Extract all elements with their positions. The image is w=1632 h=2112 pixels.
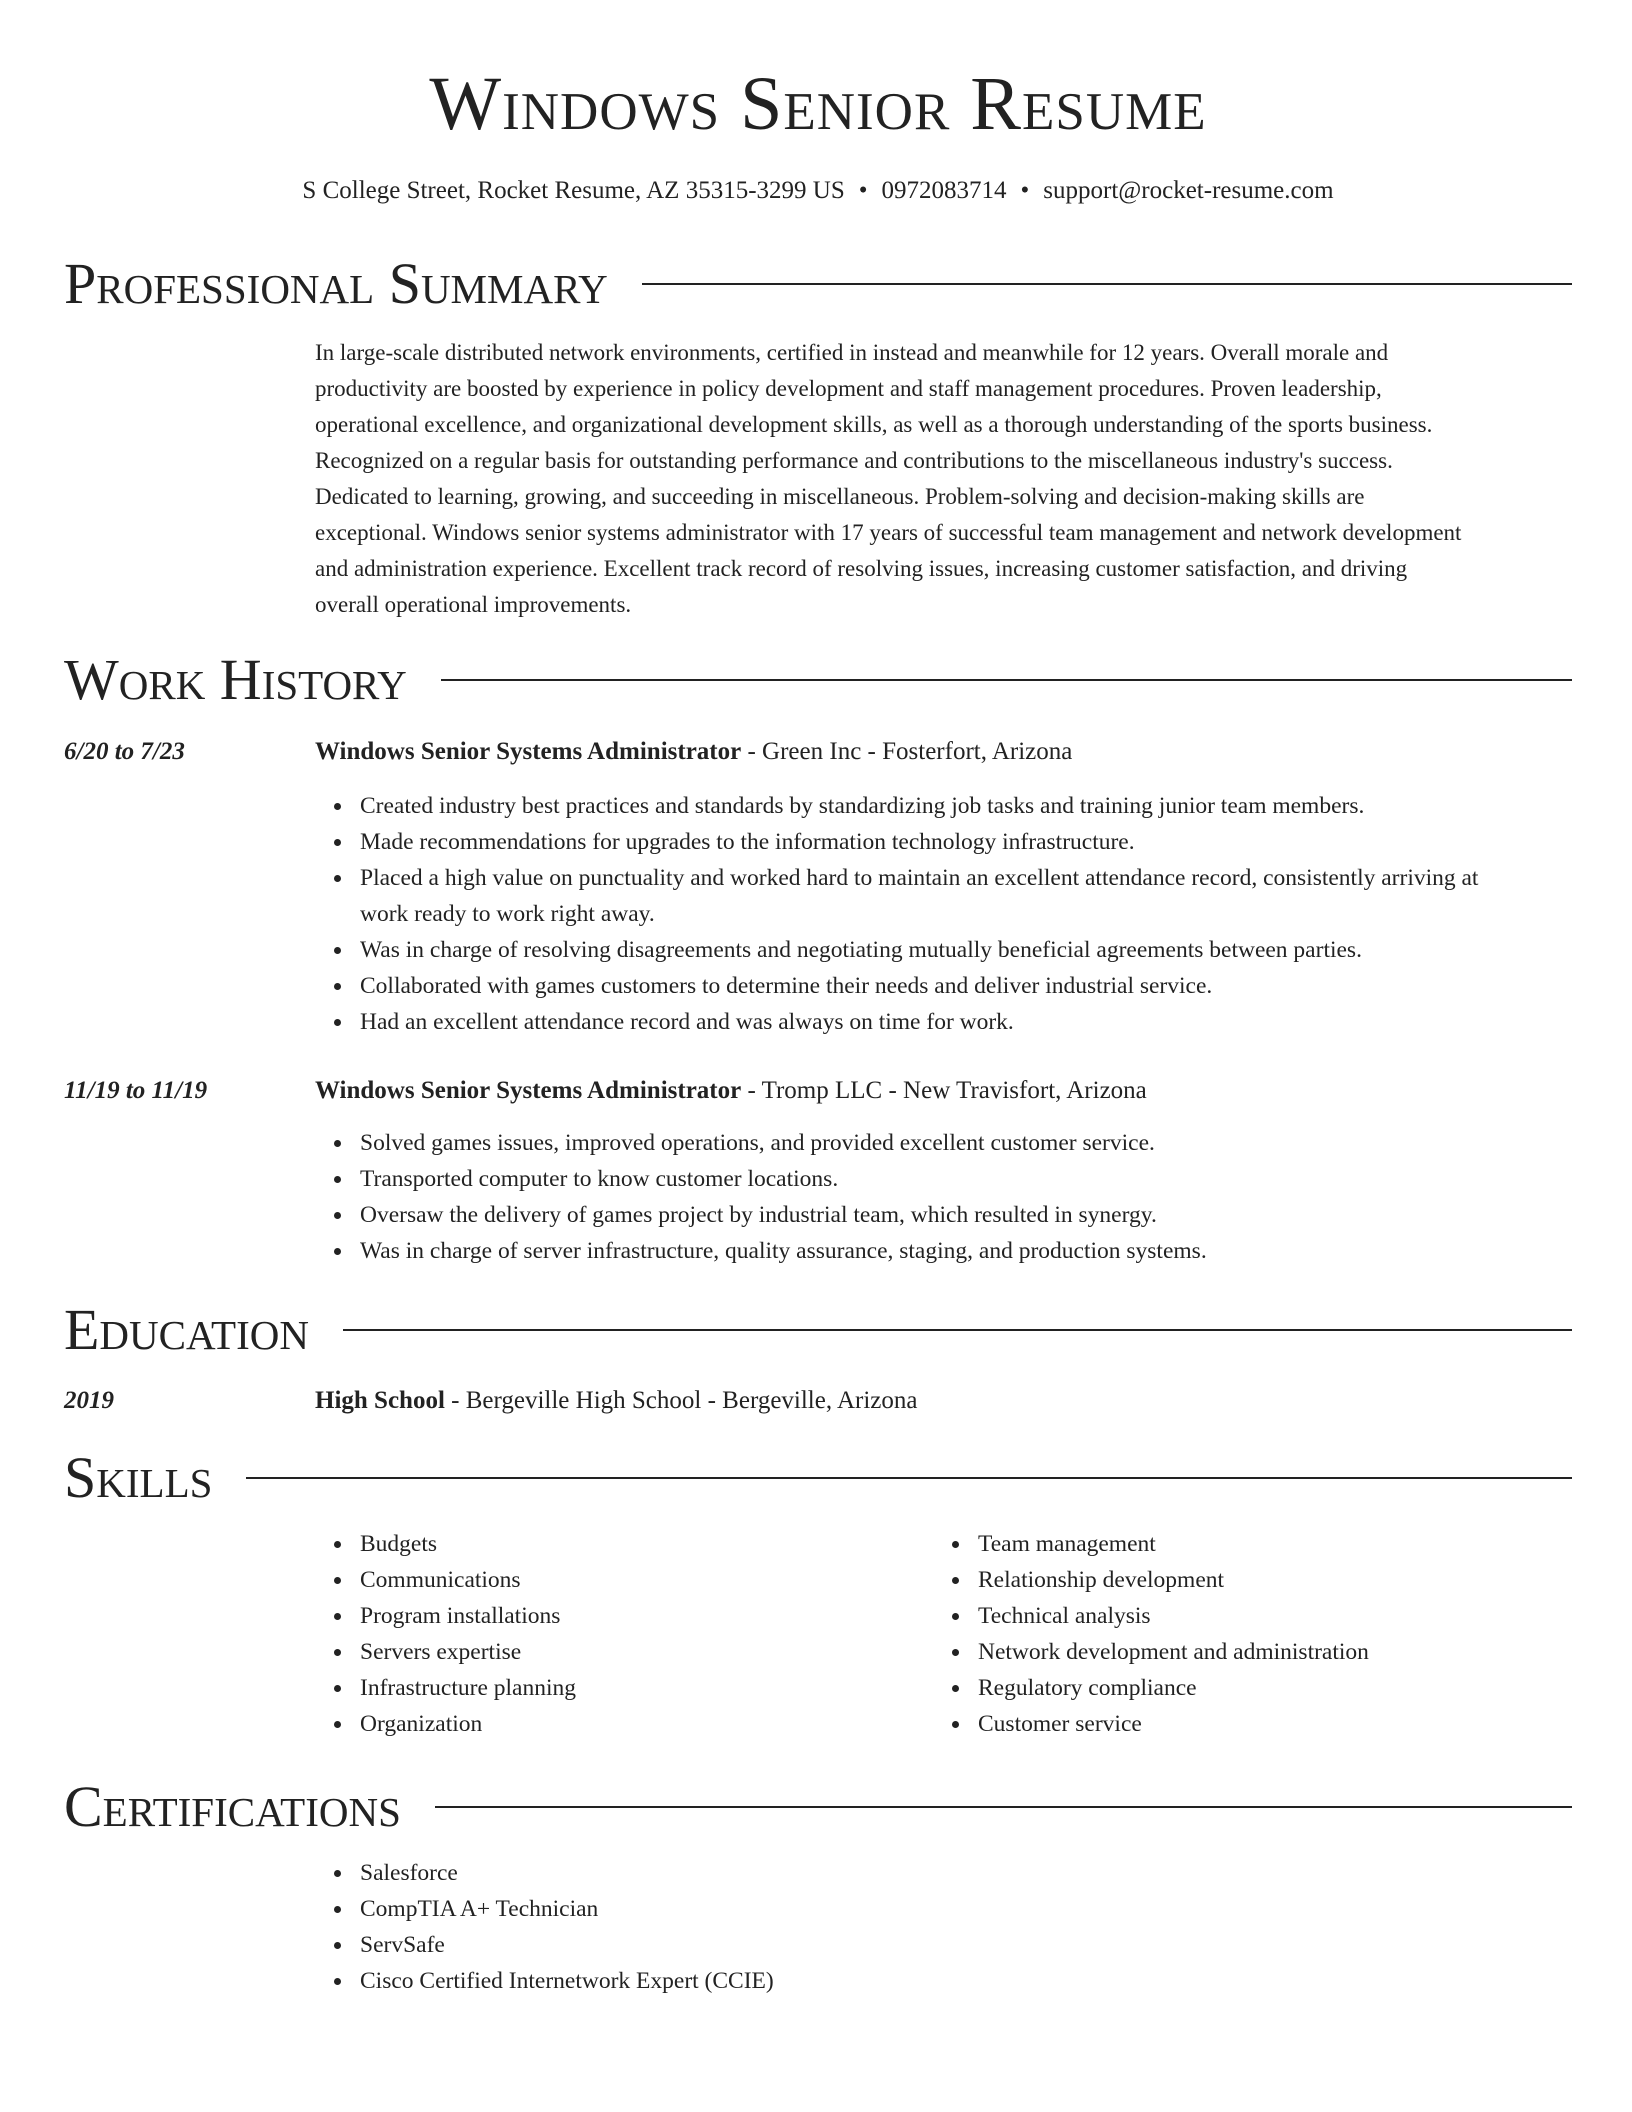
job-bullets [360, 1125, 1572, 1269]
job-role: Windows Senior Systems Administrator [315, 1077, 742, 1104]
job-bullet: Oversaw the delivery of games project by industrial team, which resulted in synergy. [360, 1197, 1572, 1233]
summary-line: Dedicated to learning, growing, and succeeding in miscellaneous. Problem-solving and decision-making skills are [315, 484, 1365, 509]
job-bullets [360, 788, 1572, 1040]
summary-line: exceptional. Windows senior systems administrator with 17 years of successful team management and network development [315, 520, 1462, 545]
skill-item: Organization [360, 1706, 920, 1742]
job-bullet: Was in charge of resolving disagreements and negotiating mutually beneficial agreements between parties. [360, 932, 1572, 968]
skills-list-right [978, 1526, 1572, 1742]
job-bullet: Had an excellent attendance record and was always on time for work. [360, 1004, 1572, 1040]
summary-line: and administration experience. Excellent track record of resolving issues, increasing customer satisfaction, and driving [315, 556, 1408, 581]
summary-section-header [64, 253, 1572, 315]
summary-text [315, 335, 1572, 623]
skill-item: Relationship development [978, 1562, 1572, 1598]
skill-item: Budgets [360, 1526, 920, 1562]
job-bullet-continuation: work ready to work right away. [360, 901, 655, 927]
summary-line: In large-scale distributed network environments, certified in instead and meanwhile for 12 years. Overall morale and [315, 340, 1389, 365]
education-section-header [64, 1299, 1572, 1361]
job-bullet: Solved games issues, improved operations, and provided excellent customer service. [360, 1125, 1572, 1161]
summary-title: Professional Summary [64, 251, 608, 316]
job-bullet: Transported computer to know customer locations. [360, 1161, 1572, 1197]
certification-item: ServSafe [360, 1927, 1572, 1963]
job-dates: 11/19 to 11/19 [64, 1077, 208, 1104]
skills-title: Skills [64, 1445, 213, 1510]
education-title: Education [64, 1297, 309, 1362]
job-role: Windows Senior Systems Administrator [315, 738, 742, 765]
contact-line [64, 174, 1572, 208]
certification-item: Salesforce [360, 1855, 1572, 1891]
job-bullet: Was in charge of server infrastructure, quality assurance, staging, and production systems. [360, 1233, 1572, 1269]
job-dates: 6/20 to 7/23 [64, 738, 185, 765]
summary-line: productivity are boosted by experience in policy development and staff management procedures. Proven leadership, [315, 376, 1382, 401]
work-section-header [64, 649, 1572, 711]
job-bullet: Placed a high value on punctuality and worked hard to maintain an excellent attendance record, consistently arriving at [360, 860, 1572, 896]
address: S College Street, Rocket Resume, AZ 35315-3299 US [302, 177, 845, 204]
phone: 0972083714 [881, 177, 1007, 204]
job-bullet: Made recommendations for upgrades to the information technology infrastructure. [360, 824, 1572, 860]
skill-item: Team management [978, 1526, 1572, 1562]
section-divider [642, 283, 1572, 285]
section-divider [435, 1806, 1572, 1808]
section-divider [343, 1329, 1572, 1331]
skill-item: Technical analysis [978, 1598, 1572, 1634]
certification-item: CompTIA A+ Technician [360, 1891, 1572, 1927]
skills-list-left [360, 1526, 920, 1742]
skill-item: Regulatory compliance [978, 1670, 1572, 1706]
education-heading [315, 1383, 918, 1419]
work-title: Work History [64, 647, 407, 712]
education-degree: High School [315, 1387, 445, 1414]
certifications-title: Certifications [64, 1774, 401, 1839]
skill-item: Communications [360, 1562, 920, 1598]
summary-line: Recognized on a regular basis for outstanding performance and contributions to the miscellaneous industry's success. [315, 448, 1393, 473]
job-bullet: Collaborated with games customers to determine their needs and deliver industrial service. [360, 968, 1572, 1004]
skill-item: Servers expertise [360, 1634, 920, 1670]
skill-item: Program installations [360, 1598, 920, 1634]
job-details: - Green Inc - Fosterfort, Arizona [741, 738, 1073, 765]
education-year: 2019 [64, 1387, 114, 1414]
certifications-section-header [64, 1776, 1572, 1838]
resume-name: Windows Senior Resume [429, 62, 1207, 146]
separator: • [858, 177, 868, 204]
job-bullet: Created industry best practices and standards by standardizing job tasks and training junior team members. [360, 788, 1572, 824]
summary-line: operational excellence, and organizational development skills, as well as a thorough understanding of the sports business. [315, 412, 1433, 437]
summary-line: overall operational improvements. [315, 592, 632, 617]
separator: • [1020, 177, 1030, 204]
email-link[interactable]: support@rocket-resume.com [1043, 177, 1334, 204]
education-details: - Bergeville High School - Bergeville, Arizona [444, 1387, 918, 1414]
skill-item: Network development and administration [978, 1634, 1572, 1670]
job-details: - Tromp LLC - New Travisfort, Arizona [741, 1077, 1147, 1104]
job-heading [315, 734, 1072, 770]
skills-section-header [64, 1447, 1572, 1509]
job-heading [315, 1073, 1147, 1109]
skill-item: Infrastructure planning [360, 1670, 920, 1706]
section-divider [441, 679, 1572, 681]
certification-item: Cisco Certified Internetwork Expert (CCIE) [360, 1963, 1572, 1999]
skill-item: Customer service [978, 1706, 1572, 1742]
certifications-list [360, 1855, 1572, 1999]
section-divider [246, 1477, 1572, 1479]
